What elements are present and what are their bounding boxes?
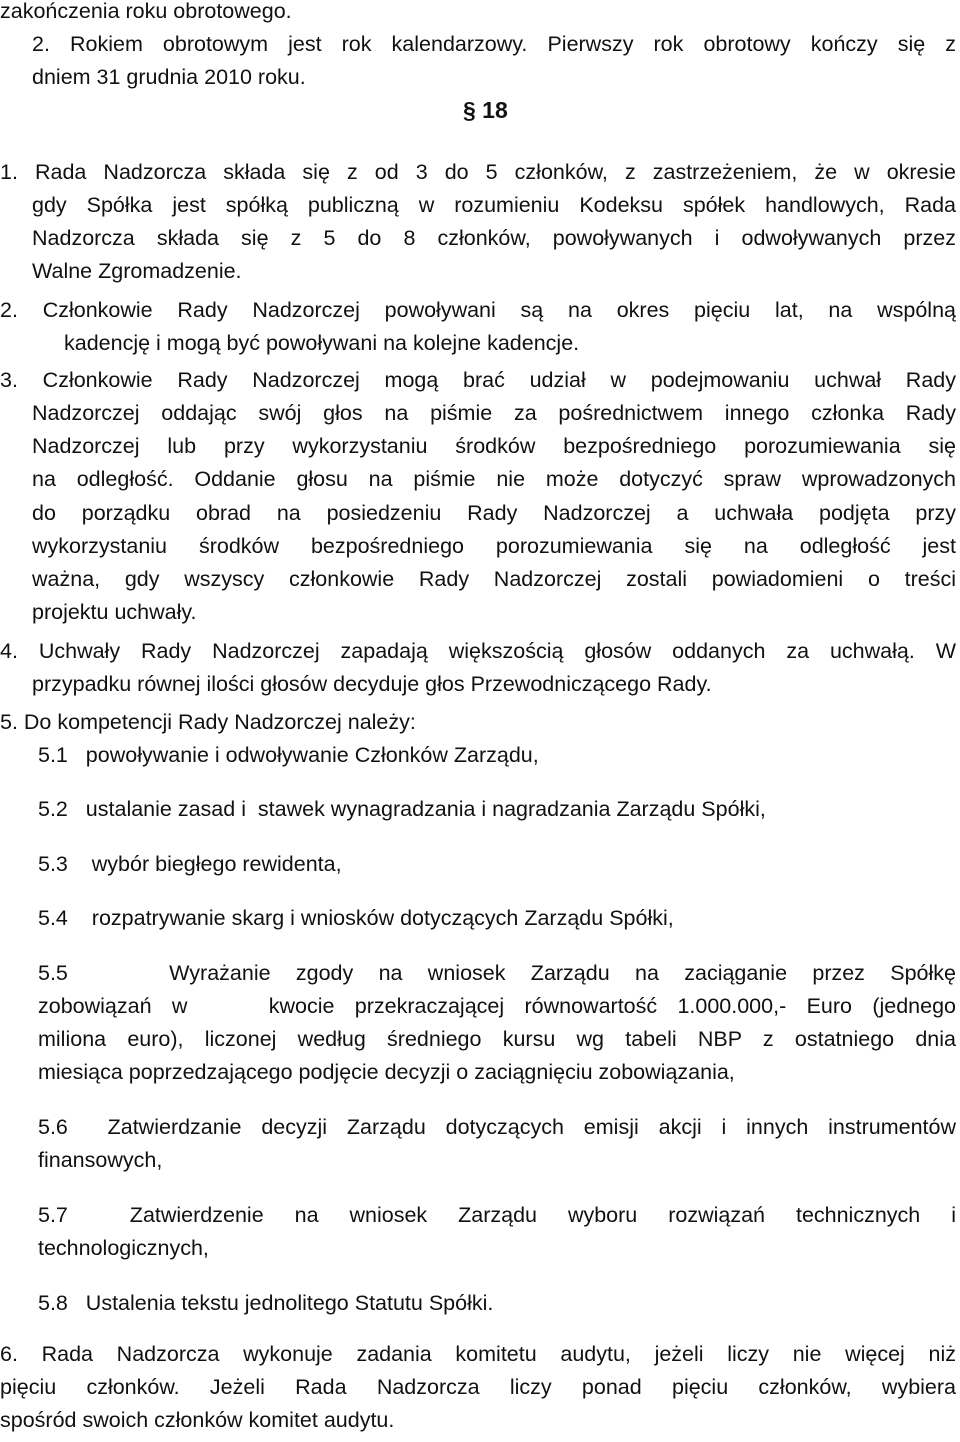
- p1-line-4: Walne Zgromadzenie.: [32, 259, 242, 283]
- p3-line-8: projektu uchwały.: [32, 600, 197, 624]
- item-5-8: 5.8 Ustalenia tekstu jednolitego Statutu Spółki.: [38, 1291, 494, 1315]
- p5-line: 5. Do kompetencji Rady Nadzorczej należy:: [0, 710, 416, 734]
- item-5-7-line-2: technologicznych,: [38, 1236, 209, 1260]
- p3-line-4: na odległość. Oddanie głosu na piśmie nie może dotyczyć spraw wprowadzonych: [32, 467, 956, 491]
- p4-line-1: 4. Uchwały Rady Nadzorczej zapadają większością głosów oddanych za uchwałą. W: [0, 639, 956, 663]
- item-5-6-line-1: 5.6 Zatwierdzanie decyzji Zarządu dotyczących emisji akcji i innych instrumentów: [38, 1115, 956, 1139]
- intro-line-2: 2. Rokiem obrotowym jest rok kalendarzowy. Pierwszy rok obrotowy kończy się z: [32, 32, 956, 56]
- p2-line-2: kadencję i mogą być powoływani na kolejne kadencje.: [64, 331, 580, 355]
- p4-line-2: przypadku równej ilości głosów decyduje głos Przewodniczącego Rady.: [32, 672, 712, 696]
- p3-line-1: 3. Członkowie Rady Nadzorczej mogą brać udział w podejmowaniu uchwał Rady: [0, 368, 956, 392]
- intro-line-1: zakończenia roku obrotowego.: [0, 0, 292, 23]
- item-5-5-line-1: 5.5 Wyrażanie zgody na wniosek Zarządu na zaciąganie przez Spółkę: [38, 961, 956, 985]
- p1-line-3: Nadzorcza składa się z 5 do 8 członków, powoływanych i odwoływanych przez: [32, 226, 956, 250]
- section-heading: § 18: [463, 97, 508, 123]
- p3-line-2: Nadzorczej oddając swój głos na piśmie za pośrednictwem innego członka Rady: [32, 401, 956, 425]
- item-5-4: 5.4 rozpatrywanie skarg i wniosków dotyczących Zarządu Spółki,: [38, 906, 674, 930]
- p3-line-7: ważna, gdy wszyscy członkowie Rady Nadzorczej zostali powiadomieni o treści: [32, 567, 956, 591]
- p3-line-6: wykorzystaniu środków bezpośredniego porozumiewania się na odległość jest: [32, 534, 956, 558]
- p3-line-5: do porządku obrad na posiedzeniu Rady Nadzorczej a uchwała podjęta przy: [32, 501, 956, 525]
- p2-line-1: 2. Członkowie Rady Nadzorczej powoływani są na okres pięciu lat, na wspólną: [0, 298, 956, 322]
- p6-line-2: pięciu członków. Jeżeli Rada Nadzorcza liczy ponad pięciu członków, wybiera: [0, 1375, 956, 1399]
- item-5-5-line-2: zobowiązań w kwocie przekraczającej równowartość 1.000.000,- Euro (jednego: [38, 994, 956, 1018]
- item-5-3: 5.3 wybór biegłego rewidenta,: [38, 852, 342, 876]
- intro-line-3: dniem 31 grudnia 2010 roku.: [32, 65, 306, 89]
- item-5-5-line-3: miliona euro), liczonej według średniego kursu wg tabeli NBP z ostatniego dnia: [38, 1027, 956, 1051]
- item-5-5-line-4: miesiąca poprzedzającego podjęcie decyzji o zaciągnięciu zobowiązania,: [38, 1060, 735, 1084]
- item-5-1: 5.1 powoływanie i odwoływanie Członków Zarządu,: [38, 743, 539, 767]
- p1-line-1: 1. Rada Nadzorcza składa się z od 3 do 5 członków, z zastrzeżeniem, że w okresie: [0, 160, 956, 184]
- p3-line-3: Nadzorczej lub przy wykorzystaniu środków bezpośredniego porozumiewania się: [32, 434, 956, 458]
- item-5-2: 5.2 ustalanie zasad i stawek wynagradzania i nagradzania Zarządu Spółki,: [38, 797, 766, 821]
- item-5-6-line-2: finansowych,: [38, 1148, 163, 1172]
- p6-line-1: 6. Rada Nadzorcza wykonuje zadania komitetu audytu, jeżeli liczy nie więcej niż: [0, 1342, 956, 1366]
- item-5-7-line-1: 5.7 Zatwierdzenie na wniosek Zarządu wyboru rozwiązań technicznych i: [38, 1203, 956, 1227]
- p6-line-3: spośród swoich członków komitet audytu.: [0, 1408, 395, 1432]
- p1-line-2: gdy Spółka jest spółką publiczną w rozumieniu Kodeksu spółek handlowych, Rada: [32, 193, 956, 217]
